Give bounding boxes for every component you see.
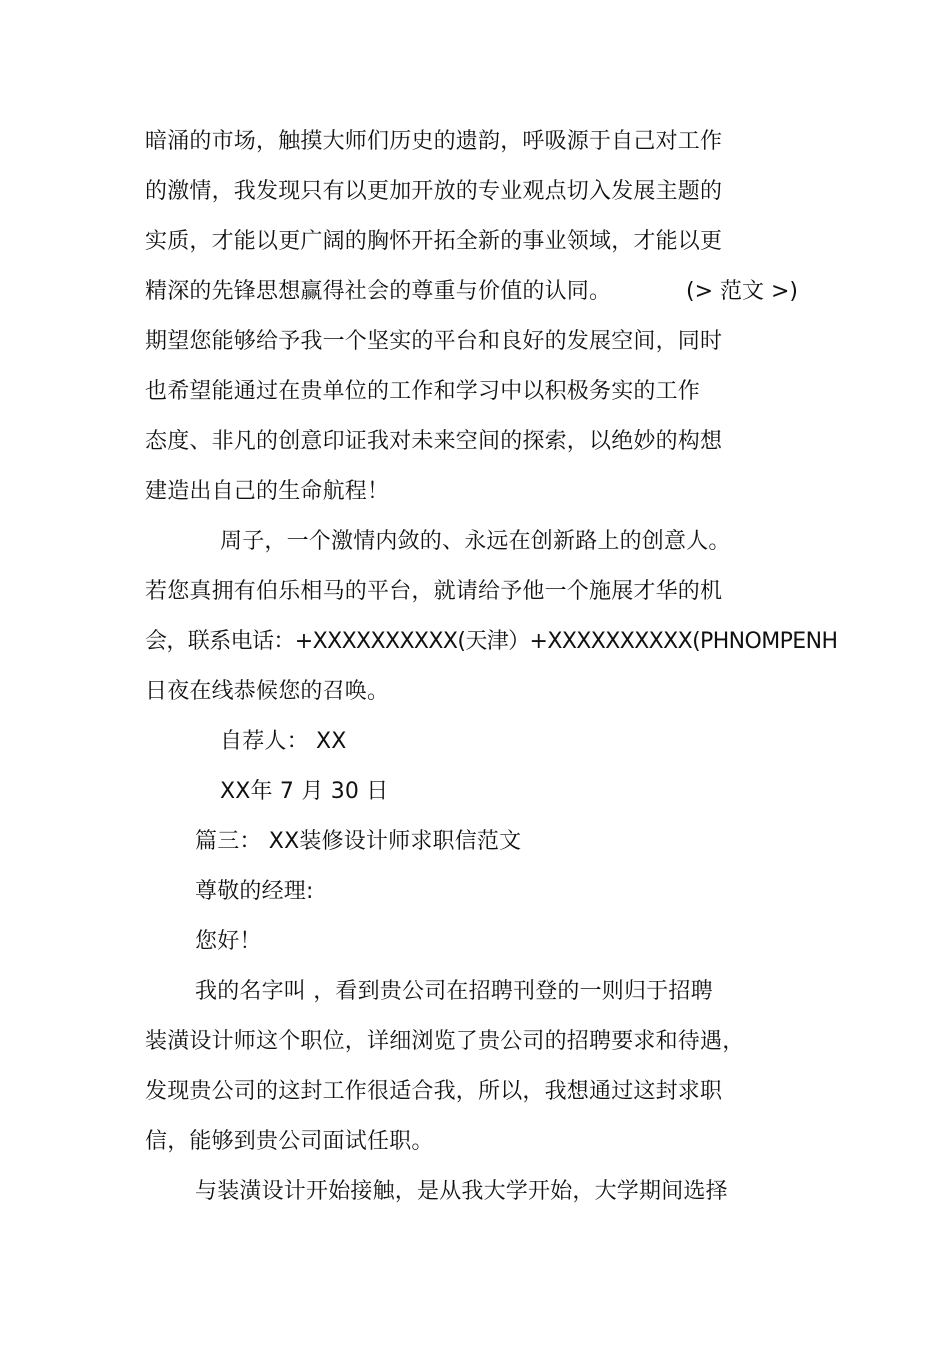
paragraph-line: 期望您能够给予我一个坚实的平台和良好的发展空间，同时 xyxy=(145,329,723,354)
signature-line: 自荐人： XX xyxy=(220,729,347,754)
paragraph-line: 实质，才能以更广阔的胸怀开拓全新的事业领域，才能以更 xyxy=(145,229,723,254)
fanwen-tag: (> 范文 >) xyxy=(686,279,799,304)
salutation: 尊敬的经理: xyxy=(195,879,314,904)
paragraph-line: 暗涌的市场，触摸大师们历史的遗韵，呼吸源于自己对工作 xyxy=(145,129,723,154)
paragraph-line: 发现贵公司的这封工作很适合我，所以，我想通过这封求职 xyxy=(145,1079,723,1104)
paragraph-line: 信，能够到贵公司面试任职。 xyxy=(145,1129,434,1154)
paragraph-line: 装潢设计师这个职位，详细浏览了贵公司的招聘要求和待遇， xyxy=(145,1029,745,1054)
paragraph-line: 周子，一个激情内敛的、永远在创新路上的创意人。 xyxy=(220,529,731,554)
section-title: 篇三： XX装修设计师求职信范文 xyxy=(195,829,522,854)
paragraph-line: 与装潢设计开始接触，是从我大学开始，大学期间选择 xyxy=(195,1179,728,1204)
contact-line: 会，联系电话：+XXXXXXXXXX(天津）+XXXXXXXXXX(PHNOMPENH xyxy=(145,629,838,654)
paragraph-line: 的激情，我发现只有以更加开放的专业观点切入发展主题的 xyxy=(145,179,723,204)
paragraph-line: 若您真拥有伯乐相马的平台，就请给予他一个施展才华的机 xyxy=(145,579,723,604)
date-line: XX年 7 月 30 日 xyxy=(220,779,389,804)
paragraph-line: 建造出自己的生命航程！ xyxy=(145,479,390,504)
greeting: 您好！ xyxy=(195,929,262,954)
paragraph-line: 我的名字叫 ，看到贵公司在招聘刊登的一则归于招聘 xyxy=(195,979,713,1004)
paragraph-line: 日夜在线恭候您的召唤。 xyxy=(145,679,390,704)
paragraph-line: 也希望能通过在贵单位的工作和学习中以积极务实的工作 xyxy=(145,379,701,404)
paragraph-line: 态度、非凡的创意印证我对未来空间的探索，以绝妙的构想 xyxy=(145,429,723,454)
paragraph-line: 精深的先锋思想赢得社会的尊重与价值的认同。 xyxy=(145,279,612,304)
